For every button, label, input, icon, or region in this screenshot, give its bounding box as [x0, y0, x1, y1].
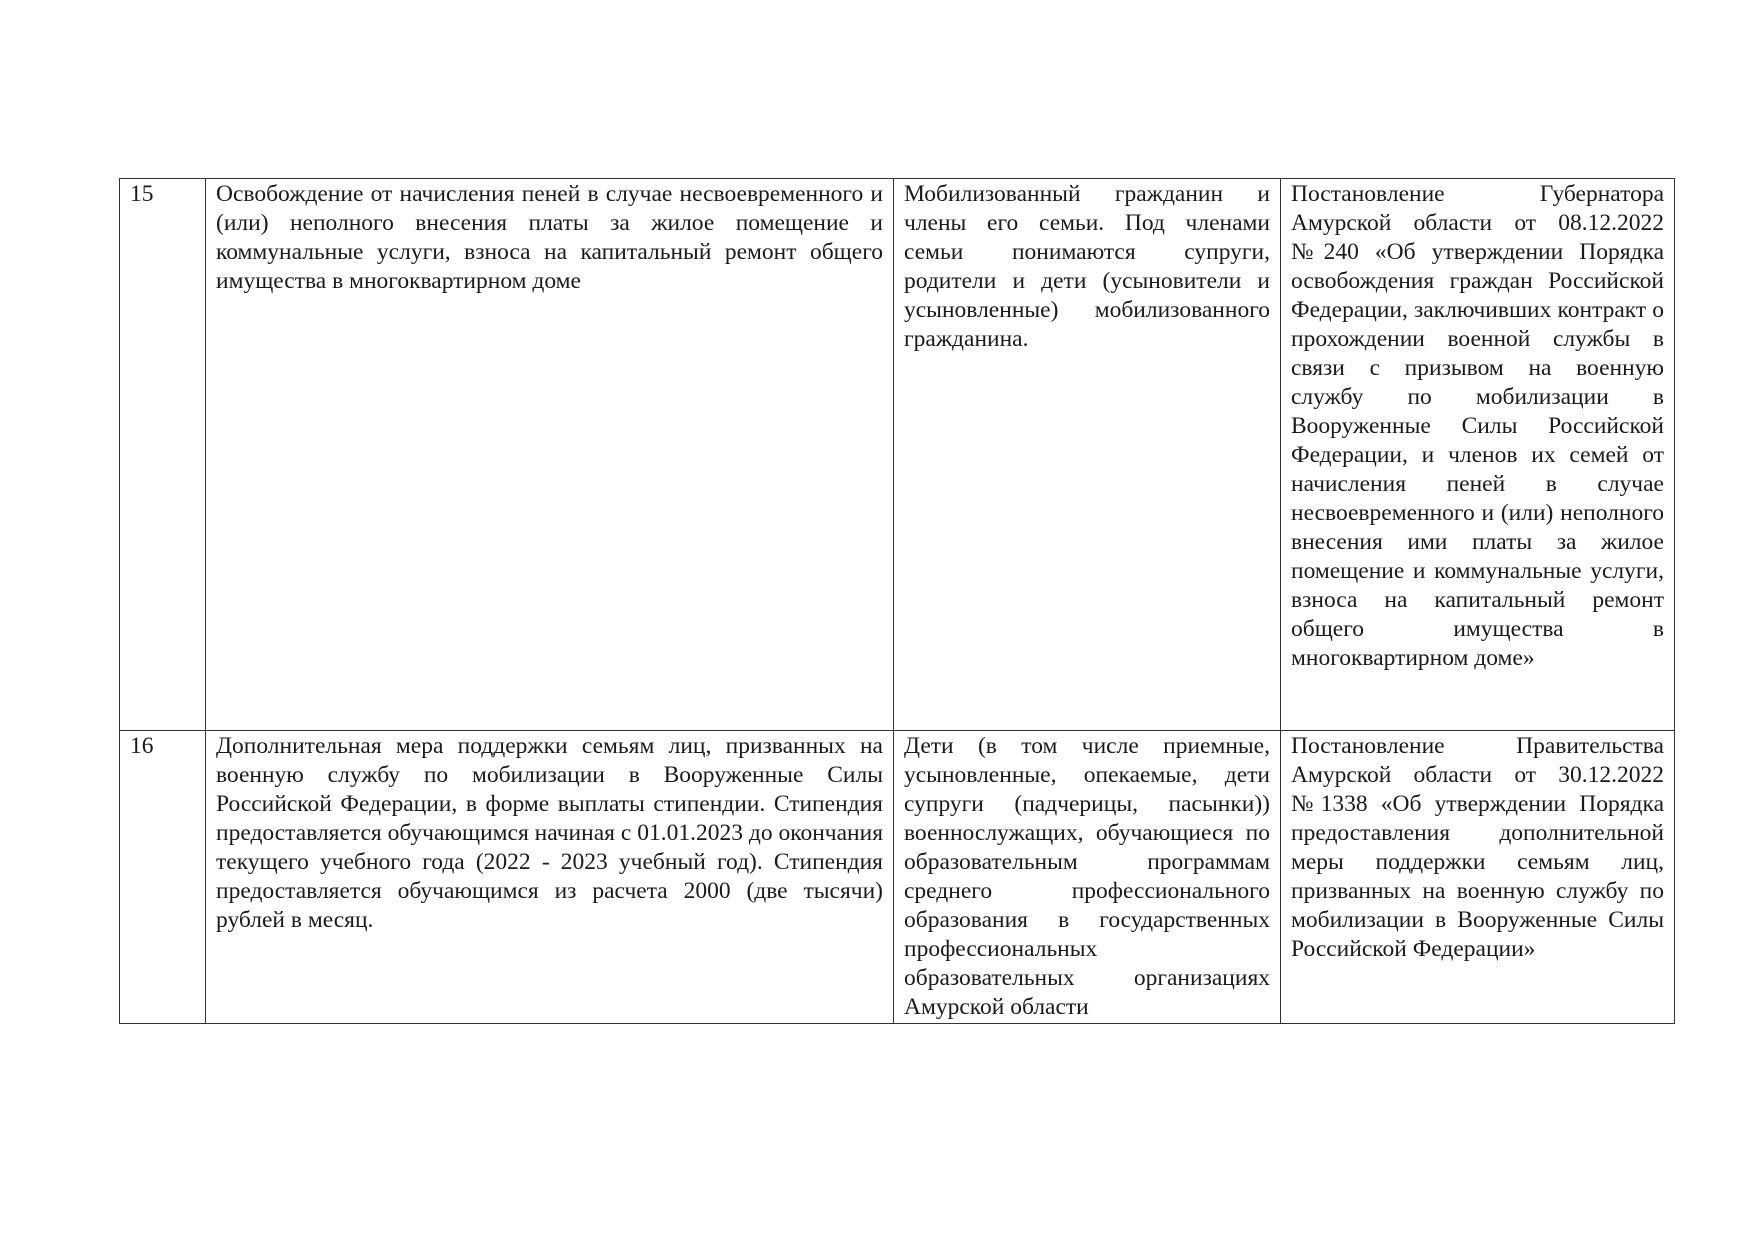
- measure-description: Освобождение от начисления пеней в случае несвоевременного и (или) неполного внесения платы за жилое помещение и коммунальные услуги, взноса на капитальный ремонт общего имущества в многоквартирном доме: [206, 179, 894, 731]
- support-measures-table: [119, 178, 1675, 1024]
- legal-act: Постановление Правительства Амурской области от 30.12.2022 №1338 «Об утверждении Порядка предоставления дополнительной меры поддержки семьям лиц, призванных на военную службу по мобилизации в Вооруженные Силы Российской Федерации»: [1281, 731, 1675, 1024]
- recipients-description: Дети (в том числе приемные, усыновленные, опекаемые, дети супруги (падчерицы, пасынки)) военнослужащих, обучающиеся по образовательным программам среднего профессионального образования в государственных профессиональных образовательных организациях Амурской области: [894, 731, 1281, 1024]
- measure-description: Дополнительная мера поддержки семьям лиц, призванных на военную службу по мобилизации в Вооруженные Силы Российской Федерации, в форме выплаты стипендии. Стипендия предоставляется обучающимся начиная с 01.01.2023 до окончания текущего учебного года (2022 - 2023 учебный год). Стипендия предоставляется обучающимся из расчета 2000 (две тысячи) рублей в месяц.: [206, 731, 894, 1024]
- table-row: [120, 179, 1675, 731]
- recipients-description: Мобилизованный гражданин и члены его семьи. Под членами семьи понимаются супруги, родители и дети (усыновители и усыновленные) мобилизованного гражданина.: [894, 179, 1281, 731]
- legal-act: Постановление Губернатора Амурской области от 08.12.2022 №240 «Об утверждении Порядка освобождения граждан Российской Федерации, заключивших контракт о прохождении военной службы в связи с призывом на военную службу по мобилизации в Вооруженные Силы Российской Федерации, и членов их семей от начисления пеней в случае несвоевременного и (или) неполного внесения ими платы за жилое помещение и коммунальные услуги, взноса на капитальный ремонт общего имущества в многоквартирном доме»: [1281, 179, 1675, 731]
- table-row: [120, 731, 1675, 1024]
- row-number: 15: [120, 179, 206, 731]
- row-number: 16: [120, 731, 206, 1024]
